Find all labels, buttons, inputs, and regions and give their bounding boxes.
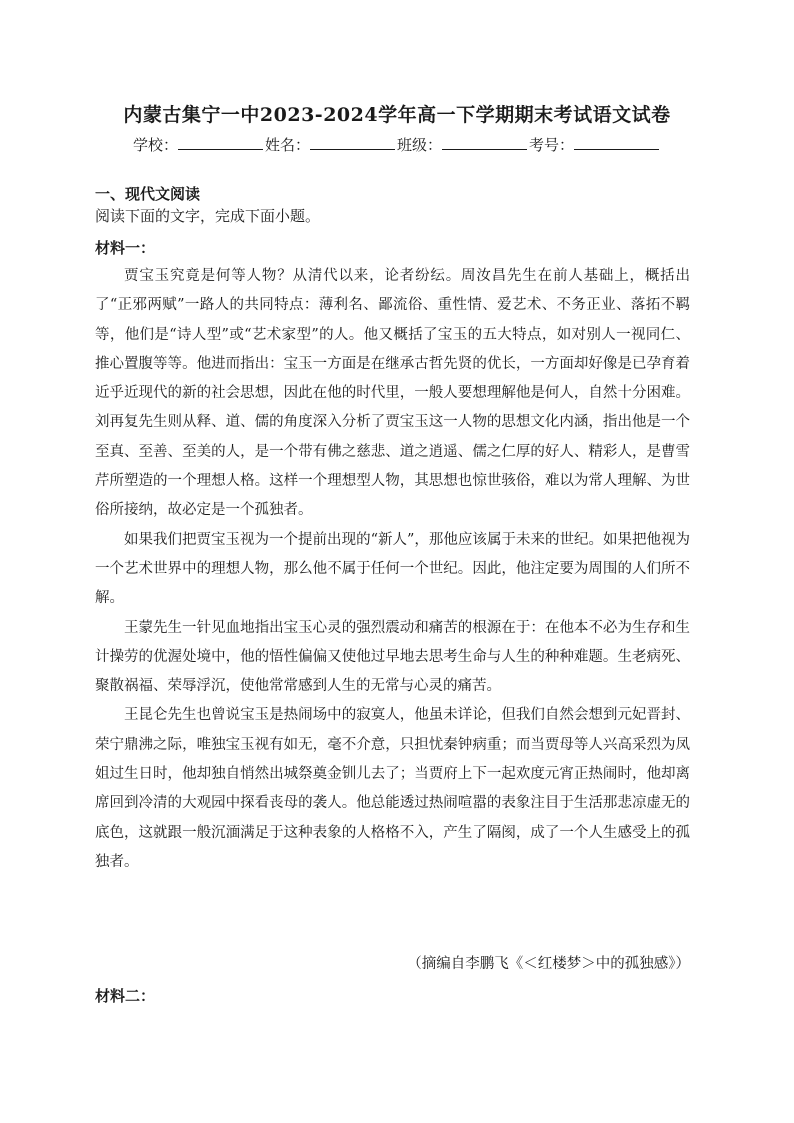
source-citation: （摘编自李鹏飞《＜红楼梦＞中的孤独感》） <box>407 956 690 972</box>
class-blank <box>442 135 527 150</box>
paragraph: 如果我们把贾宝玉视为一个提前出现的“新人”，那他应该属于未来的世纪。如果把他视为一个艺术世界中的理想人物，那么他不属于任何一个世纪。因此，他注定要为周围的人们所不解。 <box>95 531 690 607</box>
material-one-label: 材料一： <box>95 239 156 257</box>
class-field <box>397 134 529 155</box>
class-label: 班级： <box>397 136 443 154</box>
school-field <box>133 134 265 155</box>
exam-title: 内蒙古集宁一中2023-2024学年高一下学期期末考试语文试卷 <box>123 104 671 126</box>
school-label: 学校： <box>132 136 178 154</box>
material-one-body <box>95 262 690 877</box>
name-field <box>265 134 397 155</box>
name-label: 姓名： <box>264 136 310 154</box>
reading-instruction: 阅读下面的文字，完成下面小题。 <box>95 207 321 225</box>
exam-number-label: 考号： <box>529 136 575 154</box>
paragraph: 王蒙先生一针见血地指出宝玉心灵的强烈震动和痛苦的根源在于：在他本不必为生存和生计操劳的优渥处境中，他的悟性偏偏又使他过早地去思考生命与人生的种种难题。生老病死、聚散祸福、荣辱浮沉，使他常常感到人生的无常与心灵的痛苦。 <box>95 619 690 695</box>
section-heading: 一、现代文阅读 <box>95 185 201 203</box>
paragraph: 贾宝玉究竟是何等人物？从清代以来，论者纷纭。周汝昌先生在前人基础上，概括出了“正邪两赋”一路人的共同特点：薄利名、鄙流俗、重性情、爱艺术、不务正业、落拓不羁等，他们是“诗人型”或“艺术家型”的人。他又概括了宝玉的五大特点，如对别人一视同仁、推心置腹等等。他进而指出：宝玉一方面是在继承古哲先贤的优长，一方面却好像是已孕育着近乎近现代的新的社会思想，因此在他的时代里，一般人要想理解他是何人，自然十分困难。刘再复先生则从释、道、儒的角度深入分析了贾宝玉这一人物的思想文化内涵，指出他是一个至真、至善、至美的人，是一个带有佛之慈悲、道之逍遥、儒之仁厚的好人、精彩人，是曹雪芹所塑造的一个理想人格。这样一个理想型人物，其思想也惊世骇俗，难以为常人理解、为世俗所接纳，故必定是一个孤独者。 <box>95 268 690 519</box>
school-blank <box>178 135 263 150</box>
name-blank <box>310 135 395 150</box>
student-info-line <box>0 134 794 155</box>
exam-number-field <box>529 134 661 155</box>
paragraph: 王昆仑先生也曾说宝玉是热闹场中的寂寞人，他虽未详论，但我们自然会想到元妃晋封、荣宁鼎沸之际，唯独宝玉视有如无，毫不介意，只担忧秦钟病重；而当贾母等人兴高采烈为凤姐过生日时，他却独自悄然出城祭奠金钏儿去了；当贾府上下一起欢度元宵正热闹时，他却离席回到冷清的大观园中探看丧母的袭人。他总能透过热闹喧嚣的表象注目于生活那悲凉虚无的底色，这就跟一般沉湎满足于这种表象的人格格不入，产生了隔阂，成了一个人生感受上的孤独者。 <box>95 707 690 870</box>
material-two-label: 材料二： <box>95 987 156 1005</box>
exam-number-blank <box>574 135 659 150</box>
